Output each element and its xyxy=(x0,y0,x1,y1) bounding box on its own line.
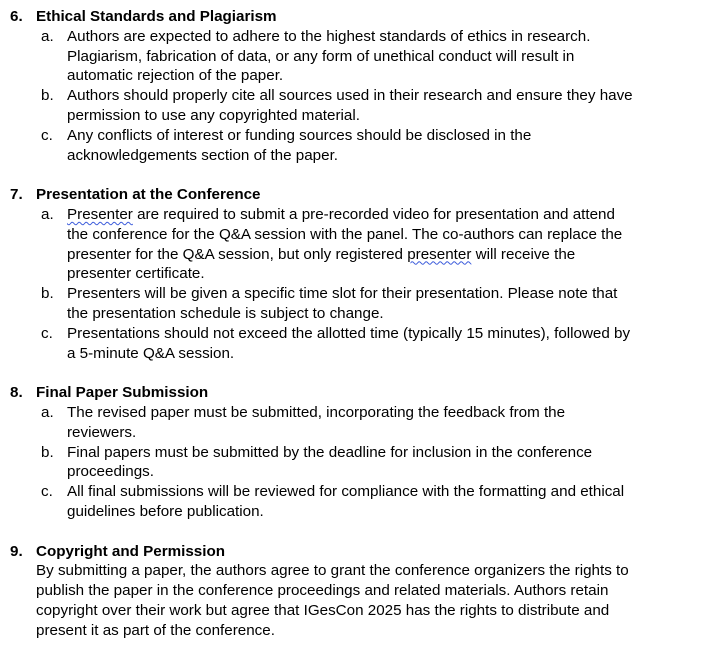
section-number: 9. xyxy=(10,542,23,560)
list-item xyxy=(0,126,637,166)
section-heading xyxy=(0,542,716,562)
section-paragraph: By submitting a paper, the authors agree to grant the conference organizers the rights to publish the paper in the conference proceedings and related materials. Authors retain copyright over their work but agree that IGesCon 2025 has the rights to distribute and present it as part of the conference. xyxy=(36,562,629,639)
list-item xyxy=(0,443,637,483)
section-title: Presentation at the Conference xyxy=(36,186,261,204)
item-text: are required to submit a pre-recorded video for presentation and attend the conference for the Q&A session with the panel. The co-authors can replace the presenter for the Q&A session, but only registered xyxy=(67,205,623,263)
item-list xyxy=(0,205,716,363)
section-presentation xyxy=(0,185,716,363)
item-letter: a. xyxy=(41,403,54,421)
section-heading xyxy=(0,185,716,205)
list-item xyxy=(0,27,637,86)
item-text: The revised paper must be submitted, incorporating the feedback from the reviewers. xyxy=(67,403,566,441)
list-item xyxy=(0,324,637,364)
item-letter: b. xyxy=(41,443,54,461)
item-letter: b. xyxy=(41,285,54,303)
item-letter: c. xyxy=(41,483,53,501)
item-text: will receive the presenter certificate. xyxy=(67,245,576,283)
section-copyright xyxy=(0,542,716,641)
spellcheck-flagged-word[interactable]: presenter xyxy=(407,245,472,263)
document-body xyxy=(0,7,716,660)
list-item xyxy=(0,86,637,126)
section-title: Ethical Standards and Plagiarism xyxy=(36,8,277,25)
item-letter: b. xyxy=(41,87,54,105)
item-text: Authors should properly cite all sources used in their research and ensure they have permission to use any copyrighted material. xyxy=(67,87,633,124)
list-item xyxy=(0,403,637,443)
section-title: Final Paper Submission xyxy=(36,384,209,402)
section-final-paper xyxy=(0,383,716,522)
item-text: Presenters will be given a specific time slot for their presentation. Please note that the presentation schedule is subject to change. xyxy=(67,285,618,322)
item-letter: a. xyxy=(41,27,54,45)
item-letter: a. xyxy=(41,205,54,223)
section-heading xyxy=(0,7,716,27)
section-ethical-standards xyxy=(0,7,716,165)
item-text: Presentations should not exceed the allotted time (typically 15 minutes), followed by a 5-minute Q&A session. xyxy=(67,324,631,362)
item-list xyxy=(0,27,716,166)
spellcheck-flagged-word[interactable]: Presenter xyxy=(67,205,133,223)
list-item xyxy=(0,482,637,522)
item-text: All final submissions will be reviewed for compliance with the formatting and ethical guidelines before publication. xyxy=(67,483,625,520)
item-text: Authors are expected to adhere to the highest standards of ethics in research. Plagiarism, fabrication of data, or any form of unethical conduct will result in automatic rejection of the paper. xyxy=(67,27,591,85)
section-number: 7. xyxy=(10,186,23,204)
section-title: Copyright and Permission xyxy=(36,542,226,560)
item-letter: c. xyxy=(41,324,53,342)
section-number: 6. xyxy=(10,8,23,25)
item-text: Final papers must be submitted by the deadline for inclusion in the conference proceedings. xyxy=(67,443,593,481)
list-item xyxy=(0,284,637,324)
section-heading xyxy=(0,383,716,403)
list-item xyxy=(0,205,637,284)
item-list xyxy=(0,403,716,522)
item-letter: c. xyxy=(41,126,53,144)
item-text: Any conflicts of interest or funding sources should be disclosed in the acknowledgements section of the paper. xyxy=(67,126,532,164)
section-number: 8. xyxy=(10,384,23,402)
